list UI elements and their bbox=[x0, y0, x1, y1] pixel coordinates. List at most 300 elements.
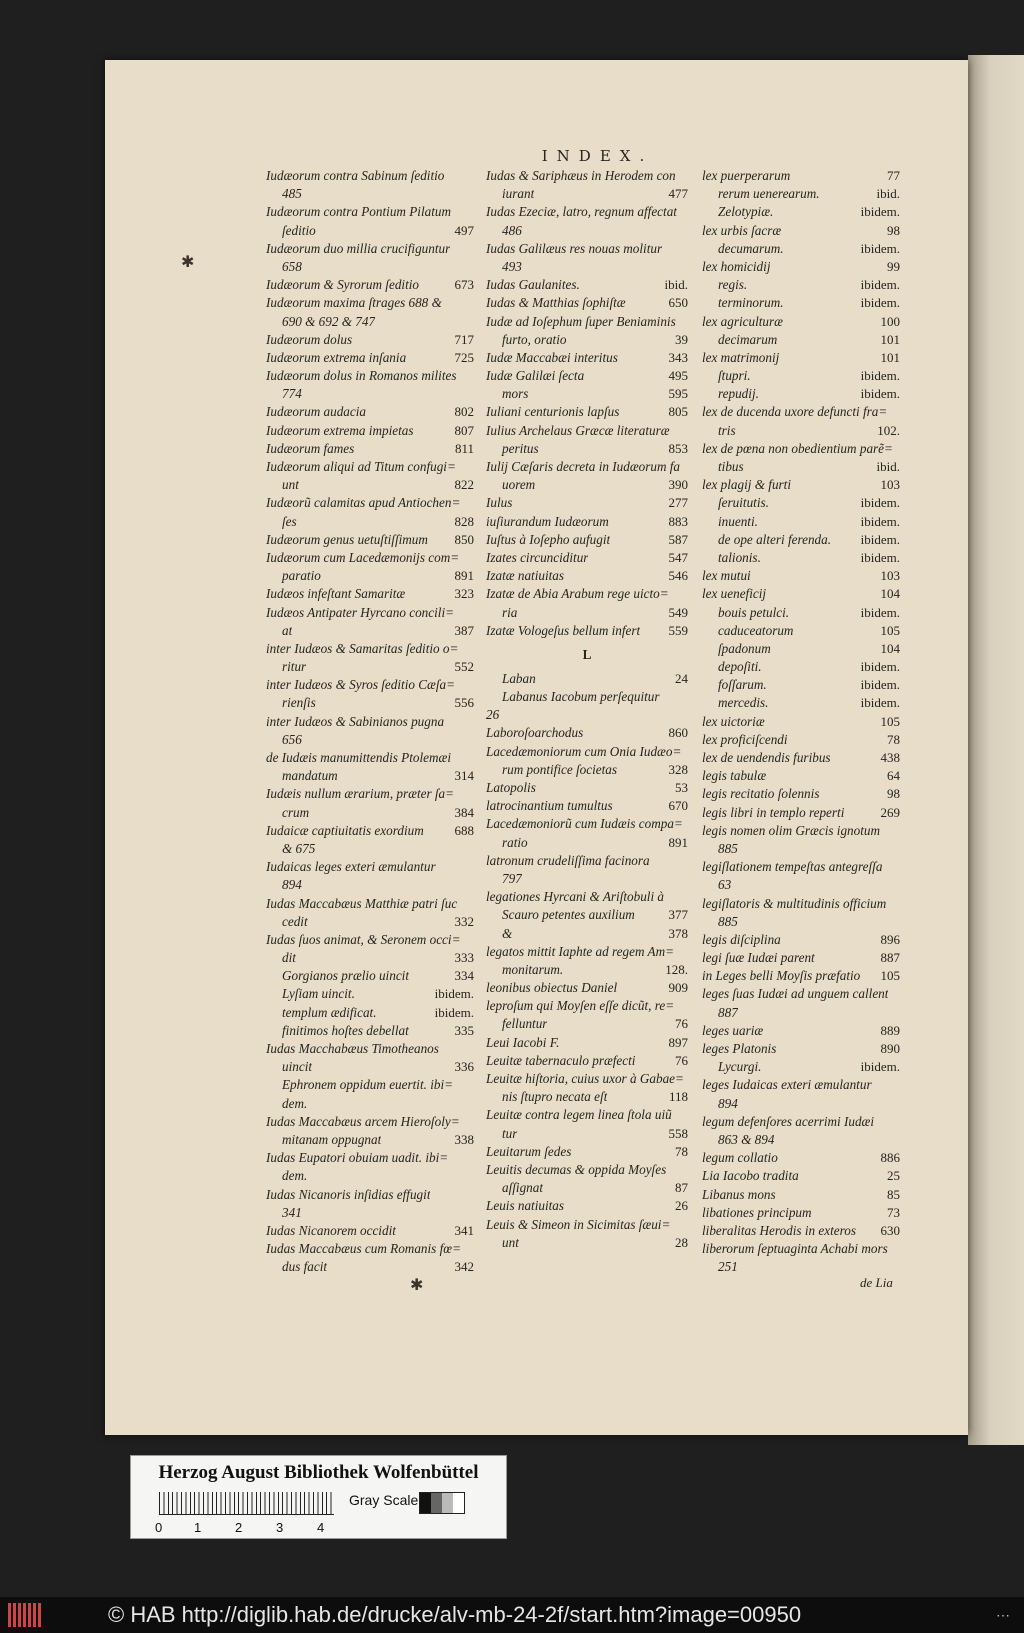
index-page-ref bbox=[470, 185, 474, 203]
index-entry-text: Iudaicas leges exteri æmulantur bbox=[266, 859, 436, 875]
index-entry bbox=[702, 513, 900, 531]
printer-ornament-icon: ✱ bbox=[410, 1275, 424, 1294]
index-entry-text: 894 bbox=[282, 877, 302, 893]
index-entry-text: 485 bbox=[282, 186, 302, 202]
index-entry-text: inter Iudæos & Sabinianos pugna bbox=[266, 713, 445, 729]
index-entry bbox=[266, 1149, 474, 1167]
index-entry bbox=[702, 549, 900, 567]
index-page-ref: 78 bbox=[675, 1143, 688, 1159]
index-entry bbox=[266, 1240, 474, 1258]
index-entry-text: leges ſuas Iudæi ad unguem callent bbox=[702, 986, 889, 1002]
index-entry-text: leonibus obiectus Daniel bbox=[486, 980, 618, 996]
index-page-ref bbox=[684, 458, 688, 476]
index-entry-text: Libanus mons bbox=[702, 1186, 776, 1202]
index-entry bbox=[266, 422, 474, 440]
index-page-ref: ibid. bbox=[664, 277, 688, 293]
index-entry bbox=[266, 622, 474, 640]
index-entry bbox=[266, 1058, 474, 1076]
index-entry-text: Iudæorum maxima ſtrages 688 & bbox=[266, 295, 442, 311]
index-entry-text: legationes Hyrcani & Ariſtobuli à bbox=[486, 889, 665, 905]
index-entry-text: caduceatorum bbox=[718, 622, 794, 638]
index-entry bbox=[486, 1015, 688, 1033]
index-page-ref: 343 bbox=[668, 349, 688, 365]
more-options-icon[interactable]: ⋯ bbox=[996, 1607, 1010, 1623]
index-page-ref bbox=[896, 913, 900, 931]
index-page-ref bbox=[470, 1095, 474, 1113]
index-page-ref bbox=[896, 876, 900, 894]
index-entry-text: Izatæ Vologeſus bellum infert bbox=[486, 622, 641, 638]
index-entry bbox=[486, 1052, 688, 1070]
index-entry bbox=[702, 567, 900, 585]
index-entry-text: Lia Iacobo tradita bbox=[702, 1168, 799, 1184]
index-entry bbox=[486, 567, 688, 585]
index-page-ref bbox=[470, 876, 474, 894]
index-entry-text: Iudæorum genus uetuſtiſſimum bbox=[266, 531, 428, 547]
index-entry bbox=[266, 1076, 474, 1094]
index-entry bbox=[266, 403, 474, 421]
index-entry-text: dus facit bbox=[282, 1259, 328, 1275]
index-entry-text: iurant bbox=[502, 186, 535, 202]
index-page-ref bbox=[470, 240, 474, 258]
index-page-ref: ibidem. bbox=[860, 695, 900, 711]
index-entry-text: in Leges belli Moyſis præfatio bbox=[702, 968, 861, 984]
index-entry bbox=[486, 1197, 688, 1215]
index-entry-text: Laboroſoarchodus bbox=[486, 725, 584, 741]
index-page-ref: 802 bbox=[454, 404, 474, 420]
index-page-ref bbox=[470, 840, 474, 858]
index-entry-text: lex puerperarum bbox=[702, 168, 791, 183]
index-entry-text: 690 & 692 & 747 bbox=[282, 313, 376, 329]
index-entry bbox=[486, 476, 688, 494]
index-entry bbox=[702, 876, 900, 894]
index-entry-text: Iulius Archelaus Græcæ literaturæ bbox=[486, 422, 670, 438]
adjacent-page-edge bbox=[968, 55, 1024, 1445]
index-page-ref: 890 bbox=[880, 1041, 900, 1056]
index-entry-text: Iudæorum contra Pontium Pilatum bbox=[266, 204, 451, 220]
index-entry-text: Iudas Eupatori obuiam uadit. ibi= bbox=[266, 1150, 449, 1166]
index-entry-text: peritus bbox=[502, 440, 539, 456]
index-entry-text: Iudæorum contra Sabinum ſeditio bbox=[266, 168, 445, 183]
index-entry-text: inuenti. bbox=[718, 513, 758, 529]
index-entry-text: leges Platonis bbox=[702, 1041, 777, 1056]
index-page-ref: 64 bbox=[887, 768, 900, 784]
index-page-ref: 24 bbox=[675, 670, 688, 686]
index-entry-text: Iudas Nicanorem occidit bbox=[266, 1222, 396, 1238]
index-entry bbox=[486, 622, 688, 640]
index-entry-text: lex de uendendis furibus bbox=[702, 750, 831, 765]
index-entry bbox=[486, 761, 688, 779]
index-page-ref: 105 bbox=[880, 713, 900, 729]
index-entry-text: inter Iudæos & Syros ſeditio Cæſa= bbox=[266, 677, 456, 693]
index-page-ref bbox=[684, 815, 688, 833]
index-entry-text: ſpadonum bbox=[718, 640, 771, 656]
index-entry-text: unt bbox=[282, 477, 299, 493]
index-entry-text: talionis. bbox=[718, 549, 761, 565]
index-page-ref: ibidem. bbox=[860, 531, 900, 547]
hab-logo-icon bbox=[8, 1603, 42, 1627]
index-entry bbox=[266, 1167, 474, 1185]
index-entry bbox=[702, 1040, 900, 1058]
index-entry bbox=[486, 1088, 688, 1106]
index-entry-text: Izatæ de Abia Arabum rege uicto= bbox=[486, 586, 669, 602]
index-page-ref bbox=[470, 1167, 474, 1185]
index-entry bbox=[266, 313, 474, 331]
index-page-ref bbox=[684, 943, 688, 961]
index-entry bbox=[702, 294, 900, 312]
index-entry-text: Leuitæ tabernaculo præfecti bbox=[486, 1052, 636, 1068]
index-entry-text: lex homicidij bbox=[702, 258, 771, 274]
index-page-ref bbox=[896, 1131, 900, 1149]
index-entry-text: ſeruitutis. bbox=[718, 495, 769, 511]
index-page-ref bbox=[470, 494, 474, 512]
index-page-ref: 53 bbox=[675, 780, 688, 795]
index-entry-text: leges uariæ bbox=[702, 1022, 764, 1038]
index-page-ref bbox=[470, 385, 474, 403]
index-entry bbox=[266, 240, 474, 258]
index-entry-text: Iudas Macchabæus Timotheanos bbox=[266, 1041, 439, 1056]
index-entry bbox=[702, 622, 900, 640]
index-entry bbox=[486, 1234, 688, 1252]
index-page-ref bbox=[684, 313, 688, 331]
index-entry bbox=[702, 1076, 900, 1094]
index-entry-text: Leuitis decumas & oppida Moyſes bbox=[486, 1161, 667, 1177]
index-entry bbox=[702, 840, 900, 858]
index-entry bbox=[266, 385, 474, 403]
index-entry-text: Iulus bbox=[486, 495, 513, 511]
index-entry bbox=[486, 961, 688, 979]
index-entry-text: Iudas Gaulanites. bbox=[486, 277, 580, 293]
index-entry bbox=[702, 985, 900, 1003]
index-page-ref: 128. bbox=[665, 961, 688, 977]
index-entry bbox=[266, 931, 474, 949]
index-entry-text: Latopolis bbox=[486, 780, 536, 795]
index-page-ref: 103 bbox=[880, 477, 900, 493]
index-entry bbox=[266, 294, 474, 312]
index-entry bbox=[266, 1040, 474, 1058]
index-page-ref: 805 bbox=[668, 404, 688, 420]
index-page-ref: 76 bbox=[675, 1052, 688, 1068]
index-entry bbox=[266, 694, 474, 712]
index-page-ref: ibidem. bbox=[860, 604, 900, 620]
index-page-ref: 26 bbox=[675, 1198, 688, 1214]
index-page-ref: 333 bbox=[454, 950, 474, 966]
index-entry bbox=[486, 979, 688, 997]
index-entry bbox=[702, 1240, 900, 1258]
index-entry bbox=[486, 688, 688, 706]
index-entry bbox=[702, 895, 900, 913]
index-entry bbox=[702, 167, 900, 185]
index-entry bbox=[702, 349, 900, 367]
index-entry bbox=[486, 367, 688, 385]
ruler-tick-label: 3 bbox=[276, 1520, 284, 1535]
index-page-ref: 477 bbox=[668, 186, 688, 202]
index-entry-text: dem. bbox=[282, 1168, 308, 1184]
index-entry-text: Izates circunciditur bbox=[486, 549, 589, 565]
index-page-ref: 105 bbox=[880, 968, 900, 984]
index-entry-text: 885 bbox=[718, 913, 738, 929]
index-entry-text: lex proficiſcendi bbox=[702, 731, 788, 747]
index-entry bbox=[486, 494, 688, 512]
index-page-ref: 673 bbox=[454, 277, 474, 293]
index-entry-text: leges Iudaicas exteri æmulantur bbox=[702, 1077, 872, 1093]
index-page-ref: 314 bbox=[454, 768, 474, 784]
index-entry-text: lex de ducenda uxore defuncti fra= bbox=[702, 404, 888, 420]
index-page-ref: ibidem. bbox=[434, 1004, 474, 1020]
index-entry-text: Iudæos Antipater Hyrcano concili= bbox=[266, 604, 455, 620]
index-page-ref: 336 bbox=[454, 1059, 474, 1075]
index-entry bbox=[486, 185, 688, 203]
index-page-ref: 889 bbox=[880, 1022, 900, 1038]
index-entry bbox=[266, 749, 474, 767]
index-entry bbox=[486, 815, 688, 833]
index-entry-text: Lycurgi. bbox=[718, 1059, 762, 1075]
index-entry bbox=[266, 840, 474, 858]
index-page-ref: ibidem. bbox=[860, 549, 900, 565]
index-page-ref: 77 bbox=[887, 168, 900, 183]
index-entry bbox=[266, 949, 474, 967]
index-entry-text: legum collatio bbox=[702, 1150, 778, 1166]
index-page-ref bbox=[896, 1095, 900, 1113]
index-page-ref bbox=[470, 258, 474, 276]
index-page-ref: 28 bbox=[675, 1234, 688, 1250]
index-entry-text: rienſis bbox=[282, 695, 316, 711]
index-entry-text: 887 bbox=[718, 1004, 738, 1020]
index-entry-text: Iudæorum dolus bbox=[266, 331, 353, 347]
index-entry bbox=[486, 331, 688, 349]
index-page-ref bbox=[684, 222, 688, 240]
index-entry-text: liberalitas Herodis in exteros bbox=[702, 1222, 856, 1238]
index-page-ref bbox=[470, 294, 474, 312]
index-entry-text: Iudas Nicanoris inſidias effugit bbox=[266, 1186, 431, 1202]
index-page-ref: 438 bbox=[880, 750, 900, 765]
index-entry-text: furto, oratio bbox=[502, 331, 567, 347]
index-entry bbox=[702, 731, 900, 749]
index-page-ref bbox=[684, 1070, 688, 1088]
index-entry bbox=[486, 1179, 688, 1197]
index-entry bbox=[266, 585, 474, 603]
index-entry bbox=[702, 1258, 900, 1276]
index-entry-text: depoſiti. bbox=[718, 659, 762, 675]
index-entry bbox=[702, 403, 900, 421]
index-page-ref bbox=[684, 852, 688, 870]
index-page-ref bbox=[470, 313, 474, 331]
index-page-ref: 883 bbox=[668, 513, 688, 529]
index-page-ref bbox=[470, 1149, 474, 1167]
index-page-ref: ibid. bbox=[876, 459, 900, 474]
index-entry-text: ratio bbox=[502, 834, 528, 850]
index-page-ref bbox=[684, 1216, 688, 1234]
index-entry bbox=[702, 658, 900, 676]
index-entry-text: 341 bbox=[282, 1204, 302, 1220]
library-name: Herzog August Bibliothek Wolfenbüttel bbox=[158, 1462, 479, 1483]
index-entry bbox=[702, 1113, 900, 1131]
index-entry-text: Iudas Maccabæus arcem Hieroſoly= bbox=[266, 1113, 460, 1129]
index-entry bbox=[486, 724, 688, 742]
index-entry bbox=[702, 1204, 900, 1222]
index-entry-text: repudij. bbox=[718, 386, 759, 402]
index-entry bbox=[702, 931, 900, 949]
index-page-ref bbox=[684, 888, 688, 906]
index-entry-text: legiſlatoris & multitudinis officium bbox=[702, 895, 887, 911]
index-page-ref bbox=[470, 1240, 474, 1258]
index-entry bbox=[702, 385, 900, 403]
index-entry-text: unt bbox=[502, 1234, 519, 1250]
index-entry-text: Scauro petentes auxilium bbox=[502, 907, 635, 923]
index-page-ref bbox=[896, 1076, 900, 1094]
index-entry bbox=[486, 585, 688, 603]
index-entry-text: lex agriculturæ bbox=[702, 313, 783, 329]
index-entry-text: 656 bbox=[282, 731, 302, 747]
index-page-ref: 87 bbox=[675, 1180, 688, 1196]
index-entry-text: Iudæos infeſtant Samaritæ bbox=[266, 586, 406, 602]
index-entry bbox=[486, 167, 688, 185]
index-entry-text: latrocinantium tumultus bbox=[486, 798, 613, 814]
index-page-ref: 717 bbox=[454, 331, 474, 347]
index-page-ref: 101 bbox=[880, 331, 900, 347]
index-entry bbox=[702, 804, 900, 822]
index-page-ref: 891 bbox=[454, 568, 474, 584]
index-entry bbox=[266, 222, 474, 240]
index-entry bbox=[486, 852, 688, 870]
index-entry-text: 251 bbox=[718, 1259, 738, 1275]
index-entry-text: Gorgianos prælio uincit bbox=[282, 968, 410, 984]
index-page-ref: 546 bbox=[668, 568, 688, 584]
index-entry bbox=[266, 167, 474, 185]
index-entry-text: templum ædificat. bbox=[282, 1004, 377, 1020]
index-page-ref: 98 bbox=[887, 786, 900, 802]
ruler-tick-label: 1 bbox=[194, 1520, 202, 1535]
index-page-ref: 335 bbox=[454, 1022, 474, 1038]
index-entry bbox=[266, 203, 474, 221]
index-entry-text: uincit bbox=[282, 1059, 313, 1075]
index-page-ref bbox=[896, 1004, 900, 1022]
index-entry bbox=[702, 585, 900, 603]
index-entry bbox=[486, 403, 688, 421]
index-page-ref: 332 bbox=[454, 913, 474, 929]
index-page-ref: 887 bbox=[880, 950, 900, 966]
index-page-ref bbox=[896, 1240, 900, 1258]
index-entry-text: decimarum bbox=[718, 331, 778, 347]
index-entry bbox=[486, 1143, 688, 1161]
index-page-ref bbox=[896, 1113, 900, 1131]
index-entry-text: Iudæorum extrema impietas bbox=[266, 422, 414, 438]
index-page-ref: 341 bbox=[454, 1222, 474, 1238]
index-entry bbox=[486, 1216, 688, 1234]
catchword: de Lia bbox=[860, 1275, 893, 1290]
index-page-ref: ibidem. bbox=[860, 368, 900, 384]
index-entry bbox=[486, 1161, 688, 1179]
index-entry-text: tibus bbox=[718, 459, 744, 474]
index-entry-text: ſeditio bbox=[282, 222, 316, 238]
index-entry-text: Iudas & Matthias ſophiſtæ bbox=[486, 295, 626, 311]
index-entry-text: Leuis natiuitas bbox=[486, 1198, 565, 1214]
index-entry-text: Leuitarum ſedes bbox=[486, 1143, 572, 1159]
index-page-ref: 277 bbox=[668, 495, 688, 511]
index-entry-text: crum bbox=[282, 804, 310, 820]
index-entry bbox=[266, 876, 474, 894]
index-page-ref: 25 bbox=[887, 1168, 900, 1184]
index-page-ref bbox=[470, 895, 474, 913]
copyright-url[interactable]: © HAB http://diglib.hab.de/drucke/alv-mb-24-2f/start.htm?image=00950 bbox=[108, 1602, 802, 1627]
index-page-ref: 118 bbox=[668, 1089, 688, 1105]
ruler-tick-label: 4 bbox=[317, 1520, 325, 1535]
index-page-ref: 807 bbox=[454, 422, 474, 438]
index-entry bbox=[486, 1125, 688, 1143]
index-page-ref bbox=[470, 640, 474, 658]
index-page-ref bbox=[896, 403, 900, 421]
index-page-ref: ibidem. bbox=[860, 386, 900, 402]
index-entry-text: at bbox=[282, 622, 293, 638]
index-page-ref: 98 bbox=[887, 222, 900, 238]
index-entry bbox=[486, 458, 688, 476]
index-entry-text: mercedis. bbox=[718, 695, 769, 711]
index-entry bbox=[702, 949, 900, 967]
index-entry-text: Leuitæ contra legem linea ſtola uiũ bbox=[486, 1107, 672, 1123]
index-page-ref bbox=[470, 676, 474, 694]
index-page-ref: 384 bbox=[454, 804, 474, 820]
index-entry bbox=[266, 440, 474, 458]
index-entry bbox=[702, 258, 900, 276]
index-entry bbox=[266, 1095, 474, 1113]
index-page-ref bbox=[896, 1258, 900, 1276]
index-page-ref bbox=[470, 604, 474, 622]
index-entry-text: aſſignat bbox=[502, 1180, 544, 1196]
index-entry bbox=[266, 1131, 474, 1149]
index-entry-text: decumarum. bbox=[718, 240, 784, 256]
index-page-ref: ibidem. bbox=[860, 240, 900, 256]
index-page-ref: ibidem. bbox=[860, 295, 900, 311]
index-entry bbox=[266, 513, 474, 531]
index-entry bbox=[266, 658, 474, 676]
index-entry-text: iuſiurandum Iudæorum bbox=[486, 513, 609, 529]
index-page-ref: 688 bbox=[454, 822, 474, 838]
index-page-ref bbox=[470, 785, 474, 803]
index-entry bbox=[266, 804, 474, 822]
index-page-ref bbox=[684, 422, 688, 440]
index-entry-text: legis libri in templo reperti bbox=[702, 804, 845, 820]
index-entry-text: 658 bbox=[282, 258, 302, 274]
index-entry-text: Ephronem oppidum euertit. ibi= bbox=[282, 1077, 454, 1093]
index-entry-text: legi ſuæ Iudæi parent bbox=[702, 950, 815, 966]
index-entry bbox=[702, 276, 900, 294]
index-entry bbox=[702, 913, 900, 931]
index-page-ref: 387 bbox=[454, 622, 474, 638]
index-entry-text: & 675 bbox=[282, 840, 316, 856]
index-entry bbox=[486, 240, 688, 258]
index-entry-text: legis diſciplina bbox=[702, 931, 781, 947]
index-entry bbox=[266, 640, 474, 658]
index-entry bbox=[702, 331, 900, 349]
index-page-ref bbox=[470, 749, 474, 767]
index-page-ref bbox=[470, 1076, 474, 1094]
index-entry bbox=[266, 604, 474, 622]
index-page-ref: 552 bbox=[454, 659, 474, 675]
index-entry-text: latronum crudeliſſima facinora bbox=[486, 852, 650, 868]
index-entry bbox=[486, 670, 688, 688]
index-entry-text: 63 bbox=[718, 877, 732, 893]
index-entry-text: cedit bbox=[282, 913, 308, 929]
index-entry bbox=[266, 1204, 474, 1222]
index-entry bbox=[702, 967, 900, 985]
index-entry bbox=[486, 258, 688, 276]
index-entry-text: L bbox=[582, 646, 592, 662]
index-page-ref bbox=[470, 731, 474, 749]
index-entry bbox=[702, 367, 900, 385]
index-entry bbox=[266, 1022, 474, 1040]
index-page-ref: ibidem. bbox=[860, 659, 900, 675]
index-entry-text: foſſarum. bbox=[718, 677, 767, 693]
index-entry-text: felluntur bbox=[502, 1016, 548, 1032]
